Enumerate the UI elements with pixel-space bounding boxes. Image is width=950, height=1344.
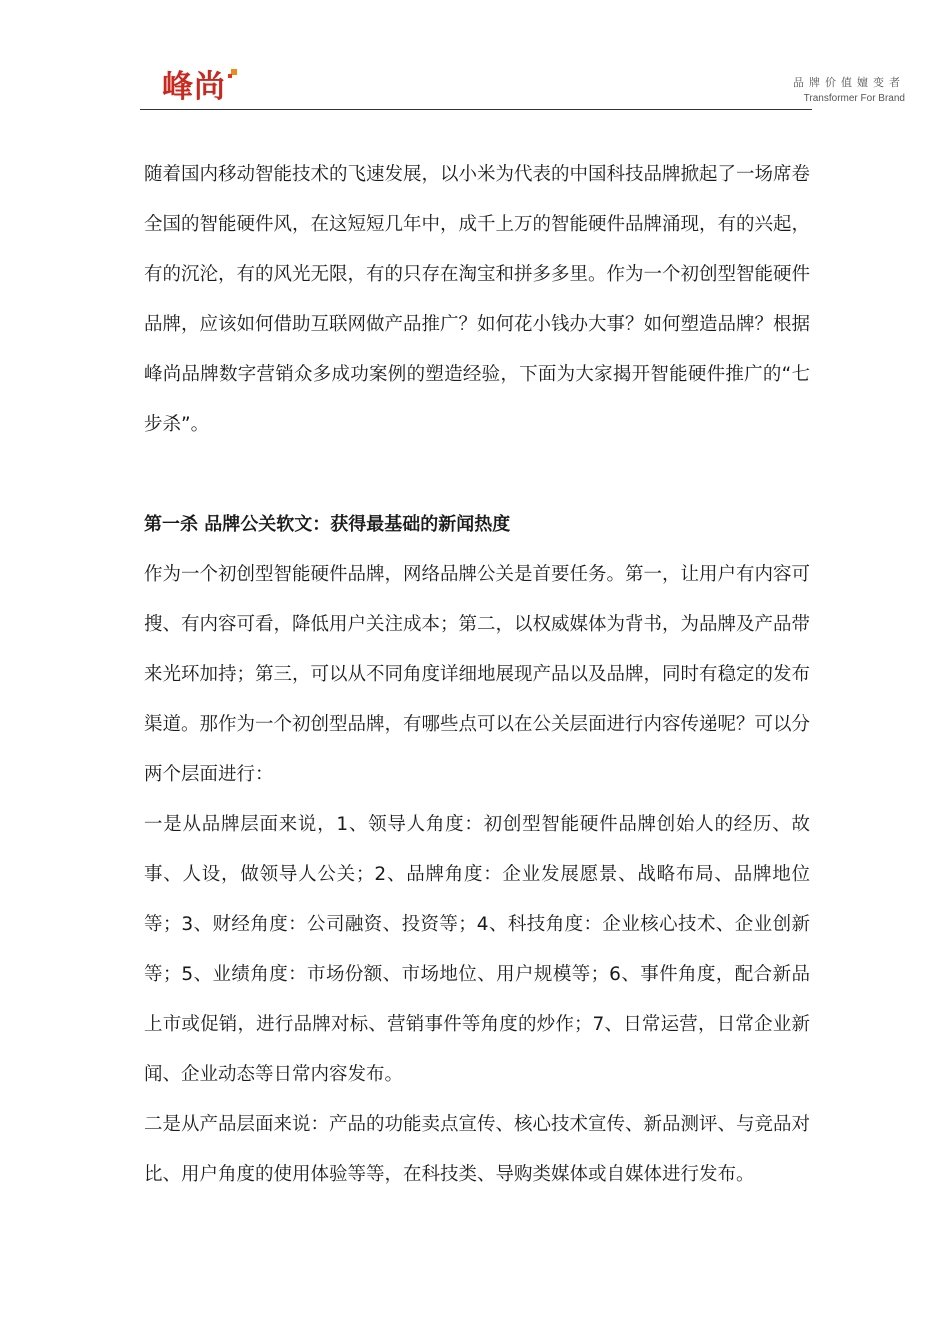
section-paragraph-3: 二是从产品层面来说：产品的功能卖点宣传、核心技术宣传、新品测评、与竞品对比、用户角度的使用体验等等，在科技类、导购类媒体或自媒体进行发布。 [144, 1114, 811, 1185]
intro-paragraph: 随着国内移动智能技术的飞速发展，以小米为代表的中国科技品牌掀起了一场席卷全国的智能硬件风，在这短短几年中，成千上万的智能硬件品牌涌现，有的兴起，有的沉沦，有的风光无限，有的只存在淘宝和拼多多里。作为一个初创型智能硬件品牌，应该如何借助互联网做产品推广？如何花小钱办大事？如何塑造品牌？根据峰尚品牌数字营销众多成功案例的塑造经验，下面为大家揭开智能硬件推广的“七步杀”。 [144, 164, 811, 435]
logo-text: 峰尚 [162, 69, 226, 105]
document-body [144, 150, 810, 1200]
tagline-english: Transformer For Brand [803, 93, 905, 104]
tagline-chinese: 品牌价值嬗变者 [793, 76, 905, 89]
section-paragraph-2: 一是从品牌层面来说，1、领导人角度：初创型智能硬件品牌创始人的经历、故事、人设，做领导人公关；2、品牌角度：企业发展愿景、战略布局、品牌地位等；3、财经角度：公司融资、投资等；4、科技角度：企业核心技术、企业创新等；5、业绩角度：市场份额、市场地位、用户规模等；6、事件角度，配合新品上市或促销，进行品牌对标、营销事件等角度的炒作；7、日常运营，日常企业新闻、企业动态等日常内容发布。 [144, 814, 810, 1085]
brand-tagline [793, 76, 905, 106]
logo-mark-icon [228, 69, 240, 81]
brand-logo [162, 70, 240, 104]
header-divider [140, 109, 812, 110]
page-header [0, 0, 950, 112]
section-paragraph-1: 作为一个初创型智能硬件品牌，网络品牌公关是首要任务。第一，让用户有内容可搜、有内容可看，降低用户关注成本；第二，以权威媒体为背书，为品牌及产品带来光环加持；第三，可以从不同角度详细地展现产品以及品牌，同时有稳定的发布渠道。那作为一个初创型品牌，有哪些点可以在公关层面进行内容传递呢？可以分两个层面进行： [144, 564, 811, 785]
section-heading: 第一杀 品牌公关软文：获得最基础的新闻热度 [144, 514, 511, 535]
